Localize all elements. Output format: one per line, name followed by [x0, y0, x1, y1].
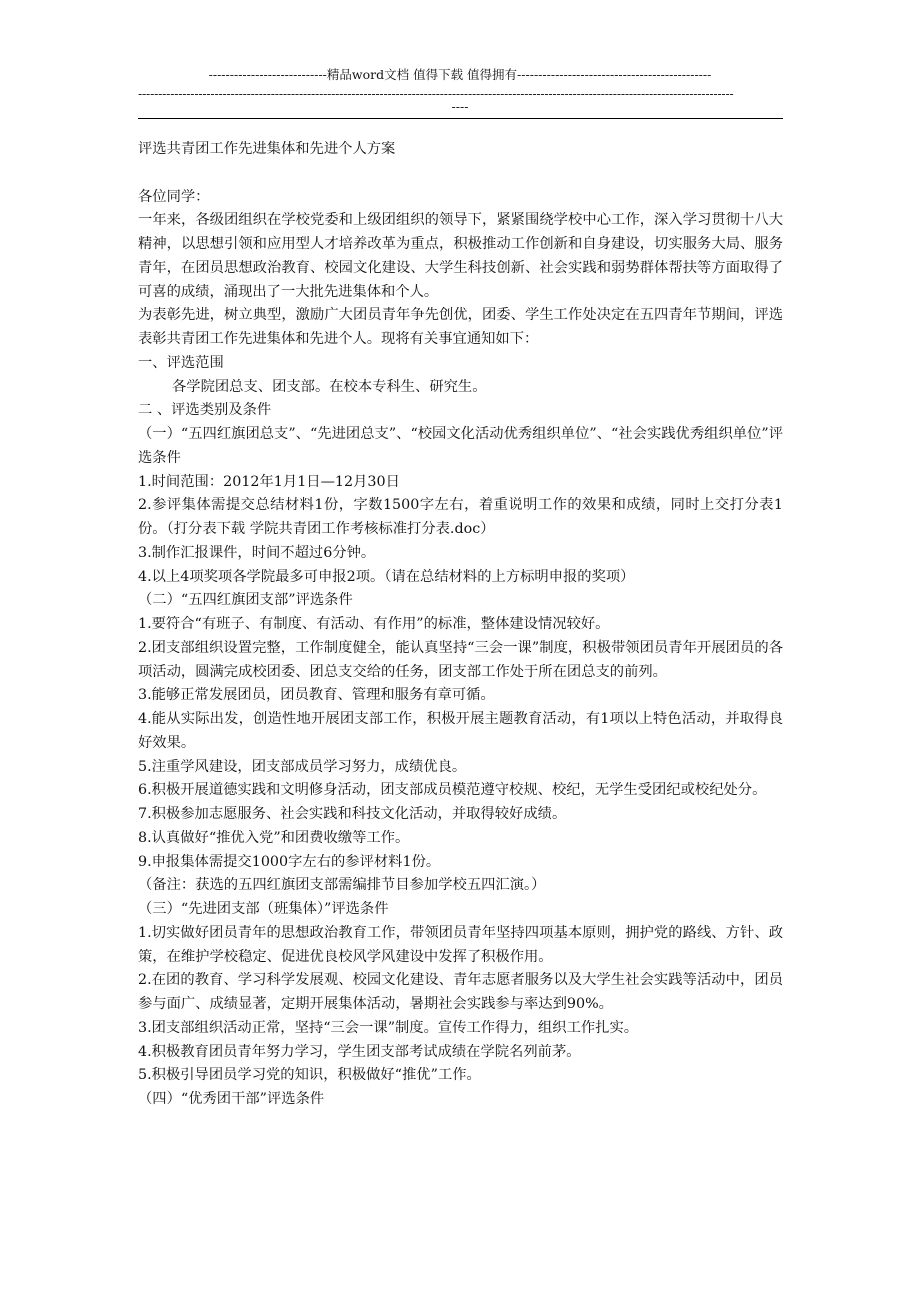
paragraph: 一年来，各级团组织在学校党委和上级团组织的领导下，紧紧围绕学校中心工作，深入学习贯彻十八大精神，以思想引领和应用型人才培养改革为重点，积极推动工作创新和自身建设，切实服务大局、服务青年，在团员思想政治教育、校园文化建设、大学生科技创新、社会实践和弱势群体帮扶等方面取得了可喜的成绩，涌现出了一大批先进集体和个人。	[138, 212, 783, 300]
list-item: 1.要符合“有班子、有制度、有活动、有作用”的标准，整体建设情况较好。	[138, 616, 610, 632]
subsection-heading: （三）“先进团支部（班集体）”评选条件	[138, 901, 389, 917]
note: （备注：获选的五四红旗团支部需编排节目参加学校五四汇演。）	[138, 877, 546, 894]
list-item: 4.以上4项奖项各学院最多可申报2项。（请在总结材料的上方标明申报的奖项）	[138, 568, 635, 585]
list-item: 3.制作汇报课件，时间不超过6分钟。	[138, 544, 376, 561]
list-item: 2.在团的教育、学习科学发展观、校园文化建设、青年志愿者服务以及大学生社会实践等活动中，团员参与面广、成绩显著，定期开展集体活动，暑期社会实践参与率达到90%。	[138, 972, 783, 1012]
document-body	[138, 138, 783, 1112]
list-item: 6.积极开展道德实践和文明修身活动，团支部成员模范遵守校规、校纪，无学生受团纪或校纪处分。	[138, 782, 767, 799]
list-item: 8.认真做好“推优入党”和团费收缴等工作。	[138, 829, 410, 846]
list-item: 7.积极参加志愿服务、社会实践和科技文化活动，并取得较好成绩。	[138, 806, 567, 822]
list-item: 5.注重学风建设，团支部成员学习努力，成绩优良。	[138, 758, 467, 775]
list-item: 5.积极引导团员学习党的知识，积极做好“推优”工作。	[138, 1067, 481, 1084]
document-title: 评选共青团工作先进集体和先进个人方案	[138, 141, 396, 157]
list-item: 1.切实做好团员青年的思想政治教育工作，带领团员青年坚持四项基本原则，拥护党的路线、方针、政策，在维护学校稳定、促进优良校风学风建设中发挥了积极作用。	[138, 924, 783, 965]
paragraph: 为表彰先进，树立典型，激励广大团员青年争先创优，团委、学生工作处决定在五四青年节期间，评选表彰共青团工作先进集体和先进个人。现将有关事宜通知如下：	[138, 307, 783, 347]
list-item: 9.申报集体需提交1000字左右的参评材料1份。	[138, 853, 441, 870]
list-item: 1.时间范围：2012年1月1日—12月30日	[138, 473, 400, 490]
list-item: 3.能够正常发展团员，团员教育、管理和服务有章可循。	[138, 687, 495, 704]
subsection-heading: （四）“优秀团干部”评选条件	[138, 1091, 325, 1107]
list-item: 3.团支部组织活动正常，坚持“三会一课”制度。宣传工作得力，组织工作扎实。	[138, 1019, 639, 1036]
list-item: 2.参评集体需提交总结材料1份，字数1500字左右，着重说明工作的效果和成绩，同时上交打分表1份。（打分表下载 学院共青团工作考核标准打分表.doc）	[138, 497, 783, 537]
paragraph: 各学院团总支、团支部。在校本专科生、研究生。	[172, 378, 487, 395]
header-dash-tail: ----	[451, 99, 469, 114]
section-heading: 一、评选范围	[138, 354, 224, 371]
section-heading: 二 、评选类别及条件	[138, 402, 272, 419]
salutation: 各位同学：	[138, 188, 210, 205]
list-item: 4.能从实际出发，创造性地开展团支部工作，积极开展主题教育活动，有1项以上特色活动，并取得良好效果。	[138, 711, 783, 751]
list-item: 2.团支部组织设置完整，工作制度健全，能认真坚持“三会一课”制度，积极带领团员青年开展团员的各项活动，圆满完成校团委、团总支交给的任务，团支部工作处于所在团总支的前列。	[138, 639, 783, 680]
subsection-heading: （一）“五四红旗团总支”、“先进团总支”、“校园文化活动优秀组织单位”、“社会实践优秀组织单位”评选条件	[138, 426, 783, 466]
header-banner: ----------------------------精品word文档 值得下载 值得拥有----------------------------------------------	[208, 67, 712, 82]
list-item: 4.积极教育团员青年努力学习，学生团支部考试成绩在学院名列前茅。	[138, 1043, 581, 1060]
header-rule	[138, 118, 783, 119]
subsection-heading: （二）“五四红旗团支部”评选条件	[138, 592, 353, 609]
header-dash-line: ----------------------------------------------------------------------------------------------------------------------------------------------------	[138, 86, 734, 101]
